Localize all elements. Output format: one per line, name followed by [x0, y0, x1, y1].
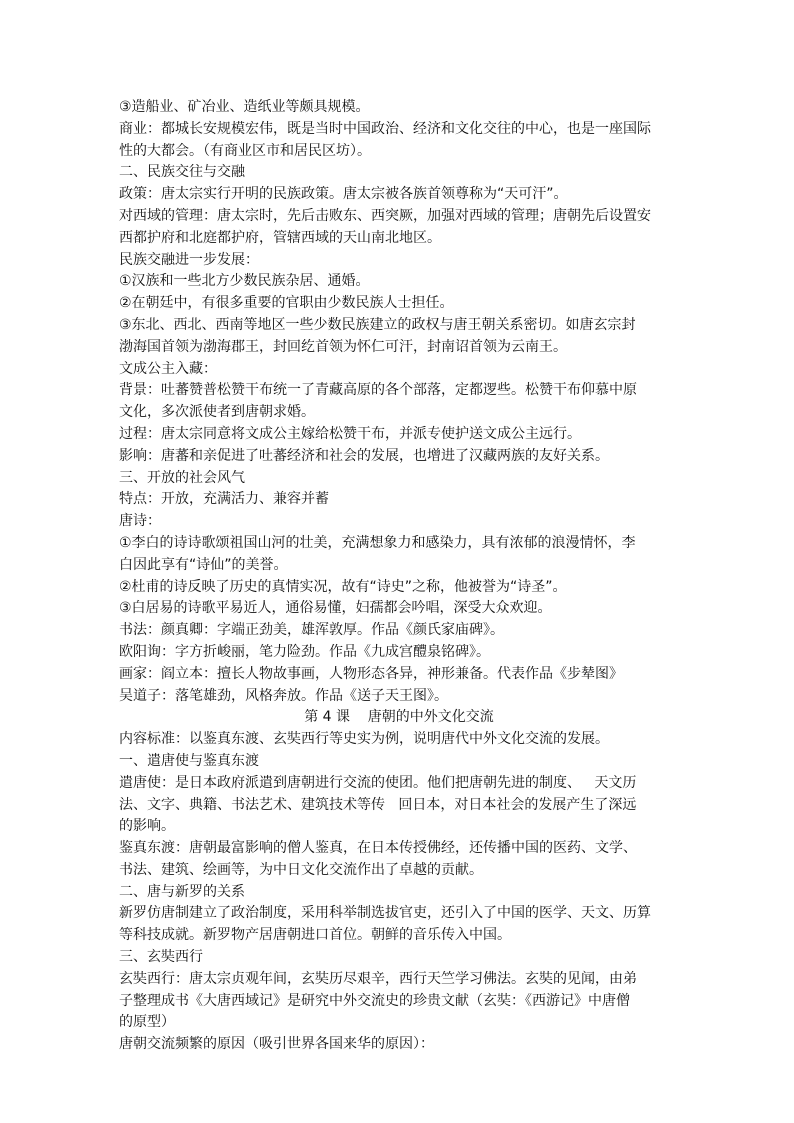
section-heading: 一、遣唐使与鉴真东渡	[119, 752, 259, 769]
text-line: 民族交融进一步发展：	[119, 251, 259, 268]
text-line: 影响：唐蕃和亲促进了吐蕃经济和社会的发展，也增进了汉藏两族的友好关系。	[119, 447, 609, 464]
text-line: 特点：开放，充满活力、兼容并蓄	[119, 491, 329, 508]
text-line: 渤海国首领为渤海郡王，封回纥首领为怀仁可汗，封南诏首领为云南王。	[119, 338, 567, 355]
text-line: 吴道子：落笔雄劲，风格奔放。作品《送子天王图》。	[119, 687, 448, 704]
text-line: 背景：吐蕃赞普松赞干布统一了青藏高原的各个部落，定都逻些。松赞干布仰慕中原	[119, 382, 637, 399]
text-line: 法、文字、典籍、书法艺术、建筑技术等传 回日本，对日本社会的发展产生了深远	[119, 796, 637, 813]
list-item: ③东北、西北、西南等地区一些少数民族建立的政权与唐王朝关系密切。如唐玄宗封	[119, 316, 636, 333]
text-line: 新罗仿唐制建立了政治制度，采用科举制选拔官吏，还引入了中国的医学、天文、历算	[119, 905, 651, 922]
list-item: ③白居易的诗歌平易近人，通俗易懂，妇孺都会吟唱，深受大众欢迎。	[119, 600, 552, 617]
text-line: 唐朝交流频繁的原因（吸引世界各国来华的原因）：	[119, 1036, 434, 1053]
text-line: 性的大都会。（有商业区市和居民区坊）。	[119, 142, 371, 159]
text-line: 遣唐使：是日本政府派遣到唐朝进行交流的使团。他们把唐朝先进的制度、 天文历	[119, 774, 637, 791]
section-heading: 二、唐与新罗的关系	[119, 883, 245, 900]
text-line: 文化，多次派使者到唐朝求婚。	[119, 404, 315, 421]
list-item: ①李白的诗诗歌颂祖国山河的壮美，充满想象力和感染力，具有浓郁的浪漫情怀，李	[119, 534, 636, 551]
list-item: ②在朝廷中，有很多重要的官职由少数民族人士担任。	[119, 295, 454, 312]
text-line: 白因此享有“诗仙”的美誉。	[119, 556, 288, 573]
text-line: 文成公主入藏：	[119, 360, 217, 377]
text-line: 对西域的管理：唐太宗时，先后击败东、西突厥，加强对西域的管理；唐朝先后设置安	[119, 207, 651, 224]
text-line: 过程：唐太宗同意将文成公主嫁给松赞干布，并派专使护送文成公主远行。	[119, 425, 581, 442]
text-line: 政策：唐太宗实行开明的民族政策。唐太宗被各族首领尊称为“天可汗”。	[119, 186, 568, 203]
section-heading: 三、开放的社会风气	[119, 469, 245, 486]
text-line: 玄奘西行：唐太宗贞观年间，玄奘历尽艰辛，西行天竺学习佛法。玄奘的见闻，由弟	[119, 970, 637, 987]
text-line: 子整理成书《大唐西域记》是研究中外交流史的珍贵文献（玄奘：《西游记》中唐僧	[119, 992, 630, 1009]
section-heading: 三、玄奘西行	[119, 949, 203, 966]
list-item: ①汉族和一些北方少数民族杂居、通婚。	[119, 273, 370, 290]
text-line: 唐诗：	[119, 513, 161, 530]
lesson-title: 第 4 课 唐朝的中外文化交流	[304, 709, 494, 726]
text-line: 欧阳询：字方折峻丽，笔力险劲。作品《九成宫醴泉铭碑》。	[119, 643, 490, 660]
list-item: ②杜甫的诗反映了历史的真情实况，故有“诗史”之称，他被誉为“诗圣”。	[119, 578, 567, 595]
text-line: 西都护府和北庭都护府，管辖西域的天山南北地区。	[119, 229, 441, 246]
text-line: 书法：颜真卿：字端正劲美，雄浑敦厚。作品《颜氏家庙碑》。	[119, 622, 504, 639]
section-heading: 二、民族交往与交融	[119, 164, 245, 181]
text-line: 内容标准：以鉴真东渡、玄奘西行等史实为例，说明唐代中外文化交流的发展。	[119, 731, 609, 748]
text-line: 鉴真东渡：唐朝最富影响的僧人鉴真，在日本传授佛经，还传播中国的医药、文学、	[119, 840, 637, 857]
text-line: 商业：都城长安规模宏伟，既是当时中国政治、经济和文化交往的中心，也是一座国际	[119, 120, 651, 137]
text-line: 等科技成就。新罗物产居唐朝进口首位。朝鲜的音乐传入中国。	[119, 927, 511, 944]
document-body	[119, 97, 679, 1056]
text-line: 的影响。	[119, 818, 175, 835]
text-line: 画家：阎立本：擅长人物故事画，人物形态各异，神形兼备。代表作品《步辇图》	[119, 665, 623, 682]
text-line: 的原型）	[119, 1014, 175, 1031]
text-line: 书法、建筑、绘画等，为中日文化交流作出了卓越的贡献。	[119, 861, 483, 878]
text-line: ③造船业、矿冶业、造纸业等颇具规模。	[119, 99, 370, 115]
